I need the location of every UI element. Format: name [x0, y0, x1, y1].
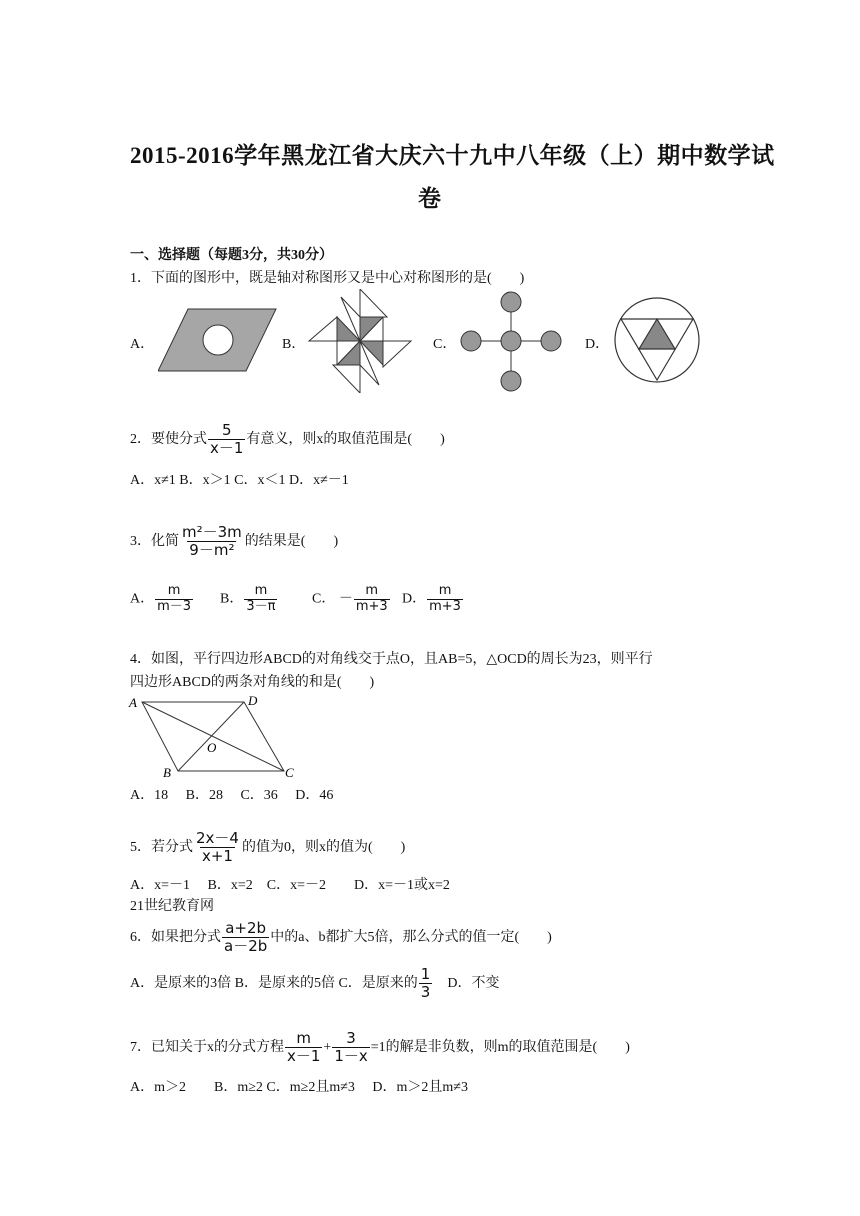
q3-numerator: m²－3m — [182, 523, 242, 541]
q3-option-a-denominator: m－3 — [157, 598, 192, 614]
q7-fraction-1-denominator: x－1 — [287, 1047, 321, 1066]
q3-option-d-fraction — [427, 584, 463, 615]
q3-option-d-denominator: m+3 — [429, 598, 461, 614]
question-3 — [130, 524, 338, 560]
q7-fraction-1 — [285, 1030, 322, 1066]
circle-triangle-figure — [612, 294, 702, 386]
q6-fraction — [222, 920, 269, 956]
question-6-options — [130, 966, 499, 1002]
q7-fraction-2-denominator: 1－x — [334, 1047, 368, 1066]
q5-fraction — [194, 830, 241, 866]
section-heading: 一、选择题（每题3分，共30分） — [130, 248, 333, 263]
q3-option-a-label: A． — [130, 591, 155, 607]
question-7-options: A．m＞2 B．m≥2 C．m≥2且m≠3 D．m＞2且m≠3 — [130, 1080, 468, 1095]
question-7 — [130, 1030, 630, 1066]
q3-fraction — [180, 524, 244, 560]
question-2-options: A．x≠1 B．x＞1 C．x＜1 D．x≠－1 — [130, 473, 349, 488]
q2-numerator: 5 — [221, 421, 232, 439]
q3-option-a-numerator: m — [167, 583, 181, 598]
q7-text-pre: 7．已知关于x的分式方程 — [130, 1039, 284, 1055]
q7-text-post: =1的解是非负数，则m的取值范围是( ) — [370, 1039, 630, 1055]
q2-text-pre: 2．要使分式 — [130, 431, 207, 447]
q3-text-pre: 3．化简 — [130, 533, 179, 549]
q3-option-c-sign: － — [338, 591, 353, 607]
q6-options-pre: A．是原来的3倍 B．是原来的5倍 C．是原来的 — [130, 975, 418, 991]
q7-fraction-2-numerator: 3 — [346, 1029, 356, 1047]
q6-denominator: a－2b — [224, 937, 268, 956]
question-4-line2: 四边形ABCD的两条对角线的和是( ) — [130, 675, 375, 690]
q3-option-c-numerator: m — [365, 583, 379, 598]
parallelogram-with-circle-figure — [158, 305, 278, 375]
q6-option-c-fraction — [419, 966, 433, 1002]
q6-text-post: 中的a、b都扩大5倍，那么分式的值一定( ) — [270, 929, 552, 945]
point-b-label: B — [163, 765, 171, 780]
question-4-options: A．18 B．28 C．36 D．46 — [130, 788, 334, 803]
page-title-line2: 卷 — [418, 186, 442, 211]
q3-option-b-numerator: m — [254, 583, 268, 598]
point-d-label: D — [248, 693, 258, 708]
q3-option-b-fraction — [244, 584, 277, 615]
q3-text-post: 的结果是( ) — [244, 533, 339, 549]
question-6 — [130, 920, 552, 956]
q6-option-c-numerator: 1 — [420, 965, 431, 983]
q1-option-c-label: C． — [433, 337, 457, 352]
q3-option-a-fraction — [155, 584, 193, 615]
q3-option-b-denominator: 3－π — [246, 598, 276, 614]
q3-option-a — [130, 584, 194, 615]
q2-fraction — [208, 422, 245, 458]
q6-option-c-denominator: 3 — [420, 983, 431, 1002]
q5-denominator: x+1 — [201, 847, 233, 866]
q1-option-d-label: D． — [585, 337, 610, 352]
q7-fraction-2 — [332, 1030, 369, 1066]
point-o-label: O — [207, 740, 217, 755]
parallelogram-abcd-figure — [126, 692, 306, 780]
q3-option-c-denominator: m+3 — [355, 598, 388, 614]
q6-text-pre: 6．如果把分式 — [130, 929, 221, 945]
q6-numerator: a+2b — [225, 919, 267, 937]
question-1-text: 1．下面的图形中，既是轴对称图形又是中心对称图形的是( ) — [130, 271, 525, 286]
q3-option-c-label: C． — [312, 591, 336, 607]
question-2 — [130, 422, 445, 458]
q1-option-b-label: B． — [282, 337, 306, 352]
pinwheel-figure — [305, 289, 415, 393]
question-5 — [130, 830, 405, 866]
q2-denominator: x－1 — [210, 439, 244, 458]
q1-option-a-label: A． — [130, 337, 155, 352]
page-title: 2015-2016学年黑龙江省大庆六十九中八年级（上）期中数学试 — [130, 143, 775, 168]
question-4-line1: 4．如图，平行四边形ABCD的对角线交于点O，且AB=5，△OCD的周长为23，则平行 — [130, 652, 653, 667]
watermark-text: 21世纪教育网 — [130, 899, 214, 914]
q3-option-d-label: D． — [402, 591, 427, 607]
q3-denominator: 9－m² — [189, 541, 235, 560]
q7-fraction-1-numerator: m — [296, 1029, 312, 1047]
question-5-options: A．x=－1 B．x=2 C．x=－2 D．x=－1或x=2 — [130, 878, 450, 893]
q3-option-b-label: B． — [220, 591, 244, 607]
q6-options-post: D．不变 — [433, 975, 500, 991]
q3-option-c — [312, 584, 391, 615]
point-c-label: C — [285, 765, 294, 780]
q3-option-b — [220, 584, 278, 615]
q3-option-d-numerator: m — [438, 583, 452, 598]
point-a-label: A — [129, 695, 137, 710]
q3-option-d — [402, 584, 464, 615]
q3-option-c-fraction — [354, 584, 390, 615]
q5-numerator: 2x－4 — [196, 829, 239, 847]
q7-plus-sign: + — [323, 1039, 332, 1055]
q5-text-pre: 5．若分式 — [130, 839, 193, 855]
q2-text-post: 有意义，则x的取值范围是( ) — [246, 431, 445, 447]
four-circles-cross-figure — [457, 290, 565, 394]
q5-text-post: 的值为0，则x的值为( ) — [241, 839, 406, 855]
